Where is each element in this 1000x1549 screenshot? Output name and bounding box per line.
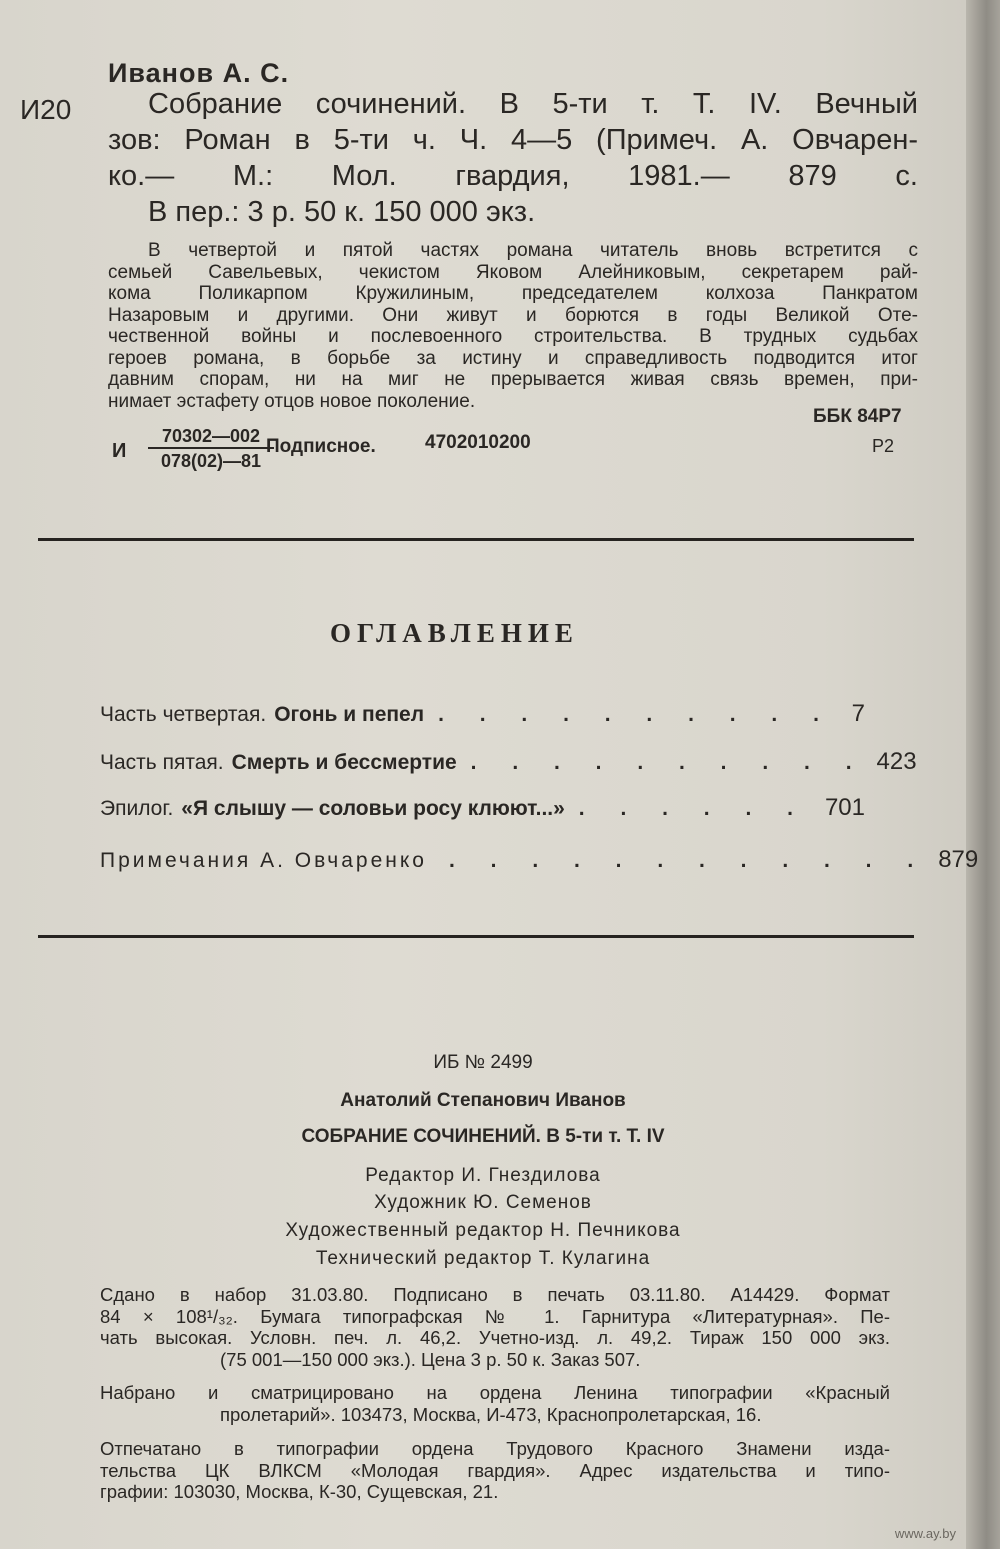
toc-entry-label: Эпилог. [100, 797, 174, 820]
annotation-line: семьей Савельевых, чекистом Яковом Алейниковым, секретарем рай- [108, 261, 918, 283]
production-line: 84 × 108¹/₃₂. Бумага типографская № 1. Гарнитура «Литературная». Пе- [100, 1305, 890, 1327]
bib-line: Собрание сочинений. В 5-ти т. Т. IV. Вечный [148, 88, 918, 120]
toc-leader-dots: . . . . . . . . . . [438, 703, 834, 726]
toc-page-number: 701 [824, 794, 865, 821]
r2-code: Р2 [872, 436, 895, 456]
bbk-code: ББК 84Р7 [813, 406, 902, 427]
fraction-denominator: 078(02)—81 [160, 451, 262, 471]
annotation [108, 240, 918, 412]
annotation-line: Назаровым и другими. Они живут и борются в годы Великой Оте- [108, 304, 918, 326]
imprint-author: Анатолий Степанович Иванов [340, 1090, 626, 1111]
annotation-line: героев романа, в борьбе за истину и справедливость подводится итог [108, 347, 918, 369]
toc-entry-label: Примечания А. Овчаренко [100, 849, 427, 872]
bib-line: В пер.: 3 р. 50 к. 150 000 экз. [148, 196, 536, 228]
bibliographic-description [108, 86, 918, 230]
imprint-art-editor: Художественный редактор Н. Печникова [285, 1220, 681, 1241]
ib-number: ИБ № 2499 [433, 1052, 533, 1073]
classification-mark: И [112, 440, 127, 462]
annotation-line: В четвертой и пятой частях романа читатель вновь встретится с [148, 240, 918, 261]
toc-page-number: 423 [876, 748, 917, 775]
index-code: И20 [20, 94, 72, 125]
toc-entry-label: Часть четвертая. [100, 703, 267, 726]
fraction-numerator: 70302—002 [148, 426, 274, 449]
toc-entry-label: Часть пятая. [100, 751, 224, 774]
production-line: чать высокая. Условн. печ. л. 46,2. Учетно-изд. л. 49,2. Тираж 150 000 экз. [100, 1327, 890, 1348]
annotation-line: чественной войны и послевоенного строительства. В трудных судьбах [108, 326, 918, 347]
annotation-line: кома Поликарпом Кружилиным, председателем колхоза Панкратом [108, 283, 918, 304]
toc-entry [100, 846, 979, 874]
toc-entry [100, 748, 917, 776]
typeset-line: пролетарий». 103473, Москва, И-473, Краснопролетарская, 16. [220, 1403, 762, 1425]
production-line: Сдано в набор 31.03.80. Подписано в печать 03.11.80. А14429. Формат [100, 1284, 890, 1305]
toc-entry-title: Огонь и пепел [274, 703, 425, 726]
author-heading: Иванов А. С. [108, 58, 290, 88]
toc-page-number: 7 [851, 700, 865, 727]
toc-page-number: 879 [938, 846, 979, 873]
imprint-editor: Редактор И. Гнездилова [365, 1165, 601, 1186]
printed-line: Отпечатано в типографии ордена Трудового Красного Знамени изда- [100, 1438, 890, 1459]
toc-leader-dots: . . . . . . . . . . [470, 751, 867, 774]
printed-details [100, 1438, 890, 1503]
imprint-title: СОБРАНИЕ СОЧИНЕНИЙ. В 5-ти т. Т. IV [301, 1126, 665, 1147]
printed-line: графии: 103030, Москва, К-30, Сущевская, 21. [100, 1481, 499, 1502]
printed-line: тельства ЦК ВЛКСМ «Молодая гвардия». Адрес издательства и типо- [100, 1459, 890, 1481]
toc-leader-dots: . . . . . . . . . . . . [448, 849, 929, 872]
typeset-details [100, 1382, 890, 1425]
toc-entry-title: Смерть и бессмертие [231, 751, 457, 774]
bib-line: ко.— М.: Мол. гвардия, 1981.— 879 с. [108, 160, 918, 192]
divider-bottom [38, 935, 914, 938]
bib-line: зов: Роман в 5-ти ч. Ч. 4—5 (Примеч. А. Овчарен- [108, 124, 918, 156]
toc-leader-dots: . . . . . . [578, 797, 808, 820]
divider-top [38, 538, 914, 541]
toc-entry [100, 700, 865, 728]
toc-entry [100, 794, 865, 822]
subscription-label: Подписное. [266, 436, 376, 457]
production-line: (75 001—150 000 экз.). Цена 3 р. 50 к. Заказ 507. [220, 1348, 641, 1370]
imprint-tech-editor: Технический редактор Т. Кулагина [315, 1248, 651, 1269]
imprint-artist: Художник Ю. Семенов [374, 1192, 592, 1213]
classification-fraction [148, 426, 274, 472]
book-gutter [966, 0, 1000, 1549]
watermark: www.ay.by [894, 1526, 956, 1541]
production-details [100, 1284, 890, 1370]
toc-entry-title: «Я слышу — соловьи росу клюют...» [181, 797, 565, 820]
toc-title: ОГЛАВЛЕНИЕ [330, 618, 579, 648]
annotation-line: давним спорам, ни на миг не прерывается живая связь времен, при- [108, 369, 918, 390]
typeset-line: Набрано и сматрицировано на ордена Ленина типографии «Красный [100, 1382, 890, 1403]
catalog-code: 4702010200 [425, 432, 531, 453]
annotation-line: нимает эстафету отцов новое поколение. [108, 390, 476, 412]
